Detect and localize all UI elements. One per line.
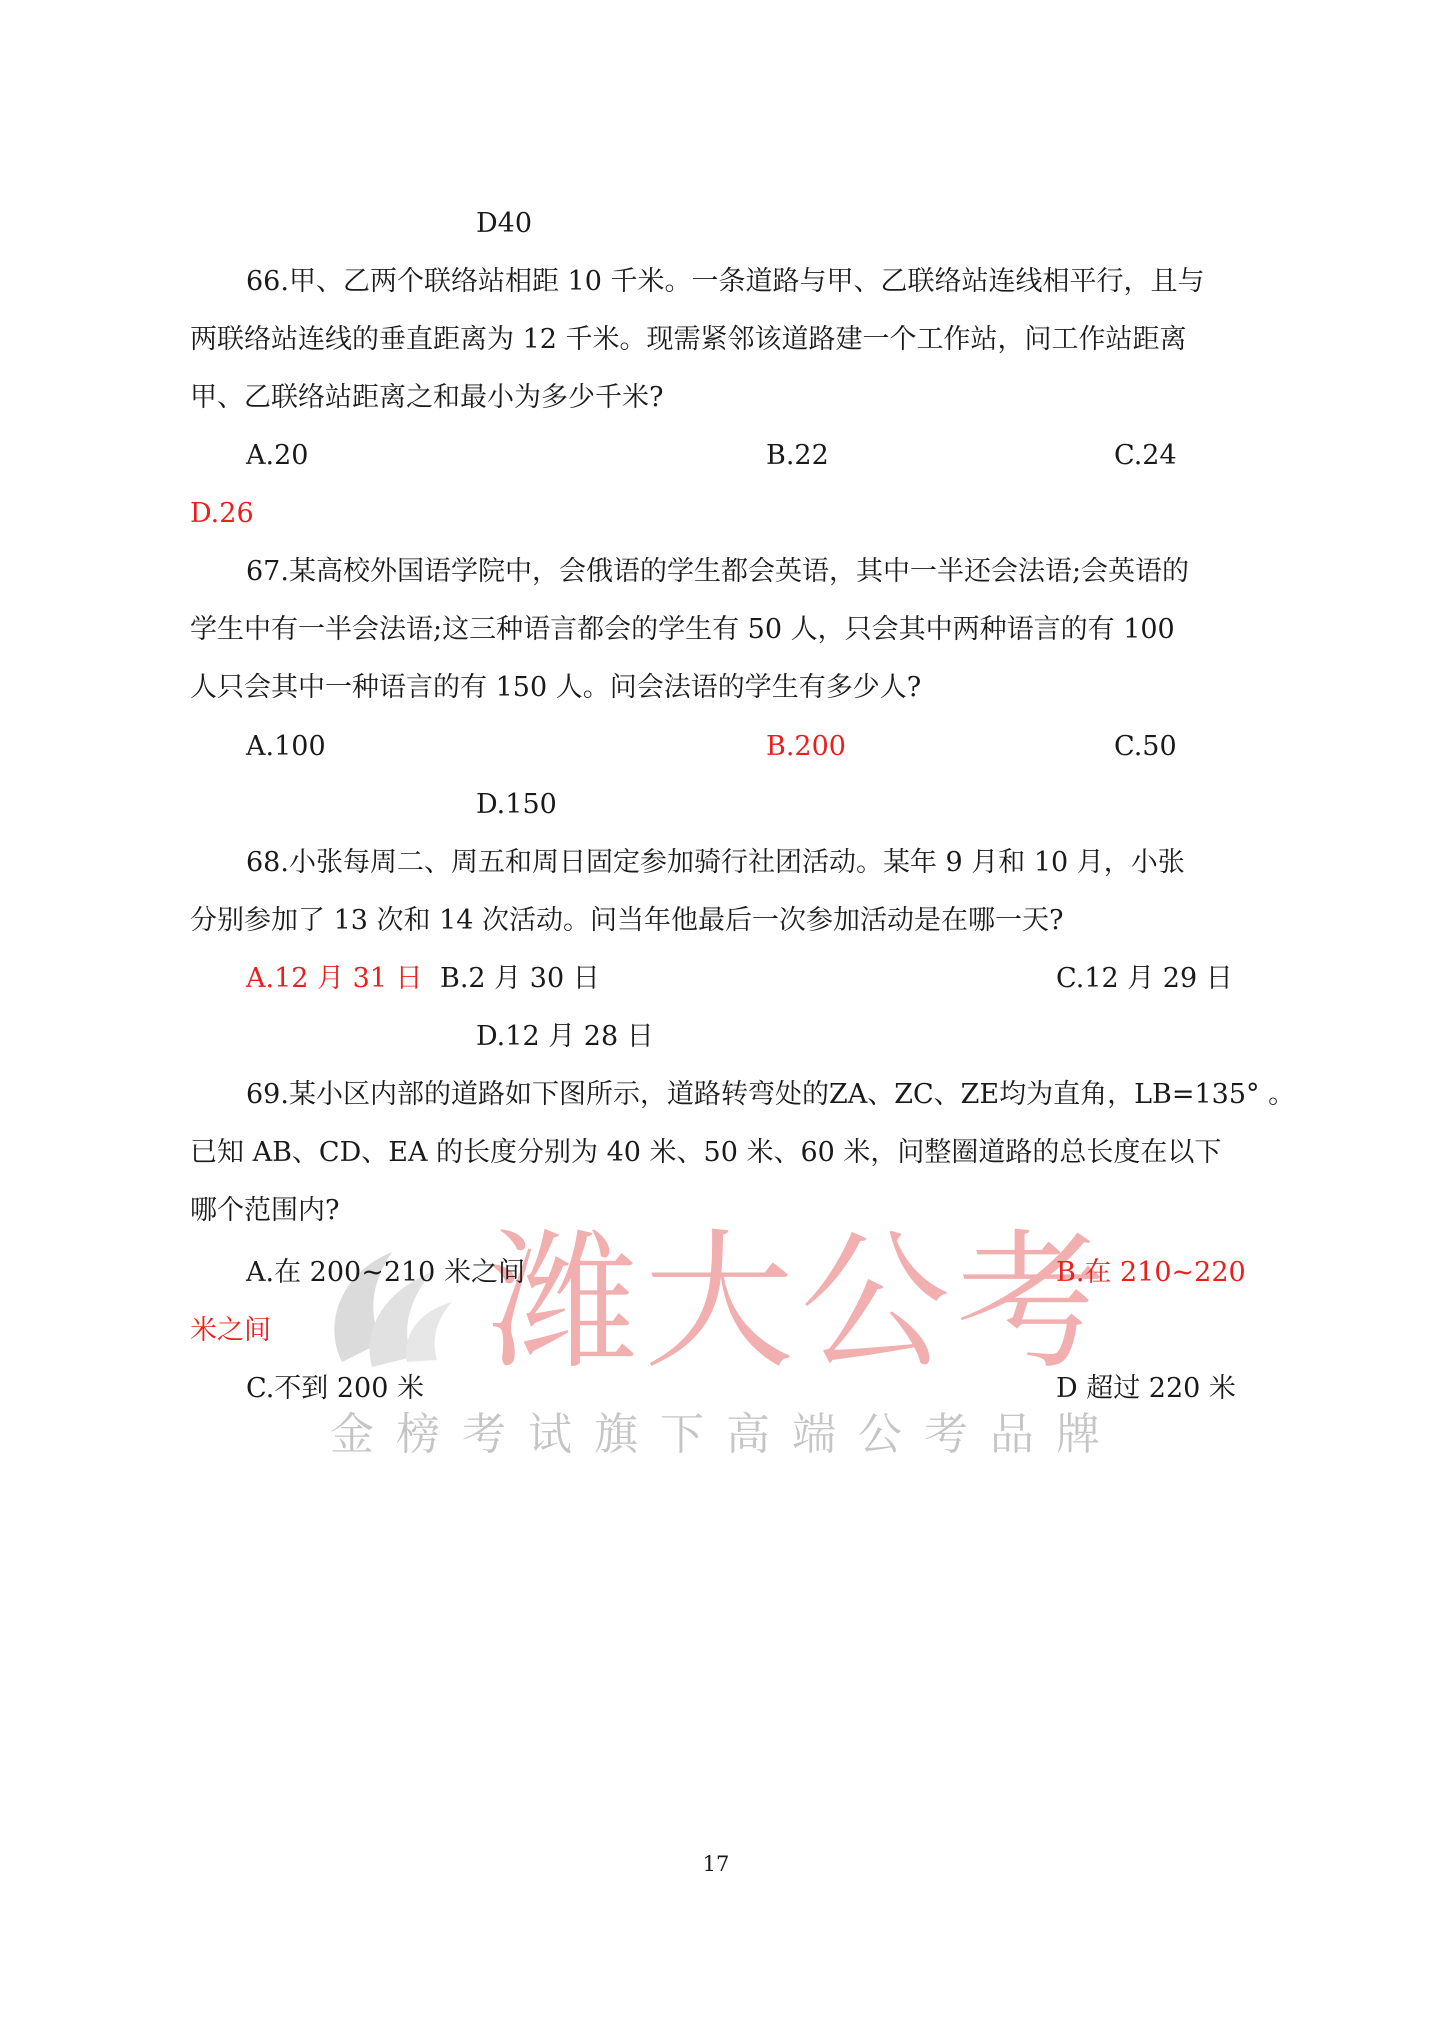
q69-option-d: D 超过 220 米 xyxy=(1056,1373,1236,1404)
q68-option-d: D.12 月 28 日 xyxy=(476,1021,654,1052)
q66-option-a: A.20 xyxy=(246,440,309,471)
q67-option-d: D.150 xyxy=(476,789,557,820)
q66-option-c: C.24 xyxy=(1114,440,1177,471)
q67-text-line-3: 人只会其中一种语言的有 150 人。问会法语的学生有多少人? xyxy=(190,672,922,703)
q66-text-line-3: 甲、乙联络站距离之和最小为多少千米? xyxy=(190,382,664,413)
q69-option-b-answer-part-2: 米之间 xyxy=(190,1315,271,1346)
watermark-subtitle: 金榜考试旗下高端公考品牌 xyxy=(330,1409,1122,1460)
q67-text-line-2: 学生中有一半会法语;这三种语言都会的学生有 50 人，只会其中两种语言的有 100 xyxy=(190,614,1175,645)
q69-text-line-2: 已知 AB、CD、EA 的长度分别为 40 米、50 米、60 米，问整圈道路的总长度在以下 xyxy=(190,1137,1222,1168)
q66-text-line-2: 两联络站连线的垂直距离为 12 千米。现需紧邻该道路建一个工作站，问工作站距离 xyxy=(190,324,1187,355)
q69-option-a: A.在 200~210 米之间 xyxy=(246,1257,525,1288)
q66-option-d-answer: D.26 xyxy=(190,498,254,529)
q68-option-c: C.12 月 29 日 xyxy=(1056,963,1233,994)
q67-option-c: C.50 xyxy=(1114,731,1177,762)
q66-text-line-1: 66.甲、乙两个联络站相距 10 千米。一条道路与甲、乙联络站连线相平行，且与 xyxy=(246,266,1205,297)
page-number: 17 xyxy=(702,1852,730,1876)
q67-option-b-answer: B.200 xyxy=(766,731,846,762)
q68-option-a-answer: A.12 月 31 日 xyxy=(246,963,423,994)
q69-text-line-1: 69.某小区内部的道路如下图所示，道路转弯处的ZA、ZC、ZE均为直角，LB=135° 。 xyxy=(246,1079,1296,1110)
q69-option-b-answer-part-1: B.在 210~220 xyxy=(1056,1257,1246,1288)
watermark-title: 潍大公考 xyxy=(488,1216,1113,1390)
q69-text-line-3: 哪个范围内? xyxy=(190,1195,340,1226)
q66-option-b: B.22 xyxy=(766,440,829,471)
q67-option-a: A.100 xyxy=(246,731,326,762)
q65-option-d: D40 xyxy=(476,208,533,239)
q68-text-line-1: 68.小张每周二、周五和周日固定参加骑行社团活动。某年 9 月和 10 月，小张 xyxy=(246,847,1185,878)
q68-text-line-2: 分别参加了 13 次和 14 次活动。问当年他最后一次参加活动是在哪一天? xyxy=(190,905,1064,936)
q69-option-c: C.不到 200 米 xyxy=(246,1373,424,1404)
q67-text-line-1: 67.某高校外国语学院中，会俄语的学生都会英语，其中一半还会法语;会英语的 xyxy=(246,556,1190,587)
q68-option-b: B.2 月 30 日 xyxy=(440,963,600,994)
